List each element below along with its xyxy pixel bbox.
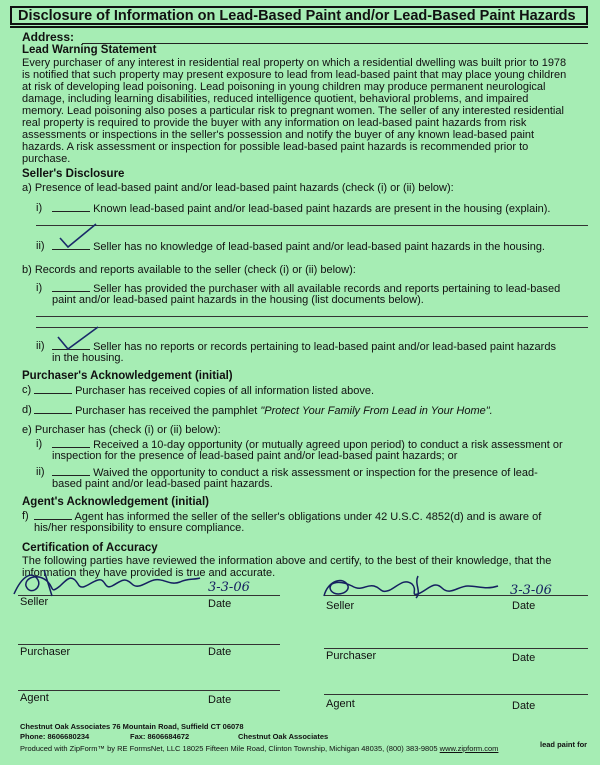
date-label-right: Date — [512, 700, 536, 712]
lead-warning-heading: Lead Warning Statement — [22, 44, 157, 56]
address-label: Address: — [22, 30, 75, 44]
date-label-right: Date — [512, 600, 536, 612]
footer-produced-with: Produced with ZipForm™ by RE FormsNet, LLC 18025 Fifteen Mile Road, Clinton Township, Michigan 48035, (800) 383-9805 www.zipform.com — [20, 744, 499, 753]
explain-line — [36, 225, 588, 226]
initial-blank[interactable] — [34, 510, 72, 520]
initial-blank[interactable] — [52, 282, 90, 292]
initial-blank[interactable] — [52, 438, 90, 448]
date-label-left: Date — [208, 646, 232, 658]
date-label-left: Date — [208, 598, 232, 610]
purchaser-e-i-number: i) — [36, 438, 43, 450]
agent-label-left: Agent — [20, 692, 49, 704]
purchasers-acknowledgement-heading: Purchaser's Acknowledgement (initial) — [22, 370, 233, 382]
seller-b-i-number: i) — [36, 282, 43, 294]
agents-acknowledgement-heading: Agent's Acknowledgement (initial) — [22, 496, 209, 508]
address-line — [82, 43, 588, 44]
handwritten-date-right: 3-3-06 — [510, 583, 552, 598]
seller-a-i-number: i) — [36, 202, 43, 214]
purchaser-e-ii-continued: based paint and/or lead-based paint hazards. — [52, 478, 273, 490]
date-label-left: Date — [208, 694, 232, 706]
certification-text-continued: information they have provided is true and accurate. — [22, 567, 276, 579]
seller-b-ii-number: ii) — [36, 340, 45, 352]
date-label-right: Date — [512, 652, 536, 664]
certification-heading: Certification of Accuracy — [22, 542, 158, 554]
seller-label-right: Seller — [326, 600, 355, 612]
handwritten-check-mark — [56, 325, 100, 351]
seller-b-ii-continued: in the housing. — [52, 352, 124, 364]
title-underline — [10, 26, 588, 28]
footer-phone: Phone: 8606680234 — [20, 732, 90, 741]
handwritten-date-left: 3-3-06 — [208, 580, 250, 595]
footer-fax: Fax: 8606684672 — [130, 732, 190, 741]
seller-item-a: a) Presence of lead-based paint and/or lead-based paint hazards (check (i) or (ii) below): — [22, 182, 454, 194]
certification-text: The following parties have reviewed the information above and certify, to the best of their knowledge, that the — [22, 555, 552, 567]
initial-blank[interactable] — [52, 466, 90, 476]
documents-line-2 — [36, 327, 588, 328]
footer-company-line: Chestnut Oak Associates 76 Mountain Road, Suffield CT 06078 — [20, 722, 244, 731]
lead-warning-text: Every purchaser of any interest in residential real property on which a residential dwelling was built prior to 1978 is notified that such property may present exposure to lead from lead-based paint that may place young children at risk of developing lead poisoning. Lead poisoning in young children may produce permanent neurological damage, including learning disabilities, reduced intelligence quotient, behavioral problems, and impaired memory. Lead poisoning also poses a particular risk to pregnant women. The seller of any interested residential real property is required to provide the buyer with any information on lead-based paint hazards from risk assessments or inspections in the seller's possession and notify the buyer of any known lead-based paint hazards. A risk assessment or inspection for possible lead-based paint hazards is recommended prior to purchase. — [22, 57, 567, 165]
agent-signature-line-left — [18, 690, 280, 691]
purchaser-d-number: d) — [22, 404, 32, 416]
seller-a-ii: Seller has no knowledge of lead-based paint and/or lead-based paint hazards in the housing. — [52, 240, 545, 253]
website-link[interactable]: www.zipform.com — [439, 744, 499, 753]
footer-form-name: lead paint for — [540, 740, 588, 749]
sellers-disclosure-heading: Seller's Disclosure — [22, 168, 125, 180]
seller-a-i: Known lead-based paint and/or lead-based paint hazards are present in the housing (explain). — [52, 202, 550, 215]
seller-signature-right — [318, 572, 504, 602]
documents-line-1 — [36, 316, 588, 317]
seller-signature-left — [8, 566, 204, 600]
purchaser-d: Purchaser has received the pamphlet "Protect Your Family From Lead in Your Home". — [34, 404, 493, 417]
purchaser-e-ii-number: ii) — [36, 466, 45, 478]
initial-blank[interactable] — [34, 384, 72, 394]
seller-b-ii: Seller has no reports or records pertaining to lead-based paint and/or lead-based paint hazards — [52, 340, 556, 353]
seller-label-left: Seller — [20, 596, 49, 608]
purchaser-label-left: Purchaser — [20, 646, 71, 658]
seller-b-i-continued: paint and/or lead-based paint hazards in the housing (list documents below). — [52, 294, 424, 306]
form-title: Disclosure of Information on Lead-Based Paint and/or Lead-Based Paint Hazards — [10, 6, 588, 25]
purchaser-c-number: c) — [22, 384, 32, 396]
initial-blank[interactable] — [34, 404, 72, 414]
footer-company-short: Chestnut Oak Associates — [238, 732, 329, 741]
purchaser-signature-line-left — [18, 644, 280, 645]
initial-blank[interactable] — [52, 202, 90, 212]
agent-f: Agent has informed the seller of the seller's obligations under 42 U.S.C. 4852(d) and is aware of — [34, 510, 541, 523]
agent-label-right: Agent — [326, 698, 355, 710]
purchaser-item-e: e) Purchaser has (check (i) or (ii) below): — [22, 424, 221, 436]
agent-f-continued: his/her responsibility to ensure compliance. — [34, 522, 245, 534]
agent-signature-line-right — [324, 694, 588, 695]
purchaser-label-right: Purchaser — [326, 650, 377, 662]
handwritten-check-mark — [58, 222, 98, 250]
seller-item-b: b) Records and reports available to the seller (check (i) or (ii) below): — [22, 264, 356, 276]
purchaser-e-i-continued: inspection for the presence of lead-based paint and/or lead-based paint hazards; or — [52, 450, 458, 462]
purchaser-e-ii: Waived the opportunity to conduct a risk assessment or inspection for the presence of lead- — [52, 466, 538, 479]
seller-b-i: Seller has provided the purchaser with all available records and reports pertaining to lead-based — [52, 282, 560, 295]
purchaser-e-i: Received a 10-day opportunity (or mutually agreed upon period) to conduct a risk assessment or — [52, 438, 563, 451]
agent-f-number: f) — [22, 510, 29, 522]
purchaser-c: Purchaser has received copies of all information listed above. — [34, 384, 374, 397]
purchaser-signature-line-right — [324, 648, 588, 649]
seller-a-ii-number: ii) — [36, 240, 45, 252]
